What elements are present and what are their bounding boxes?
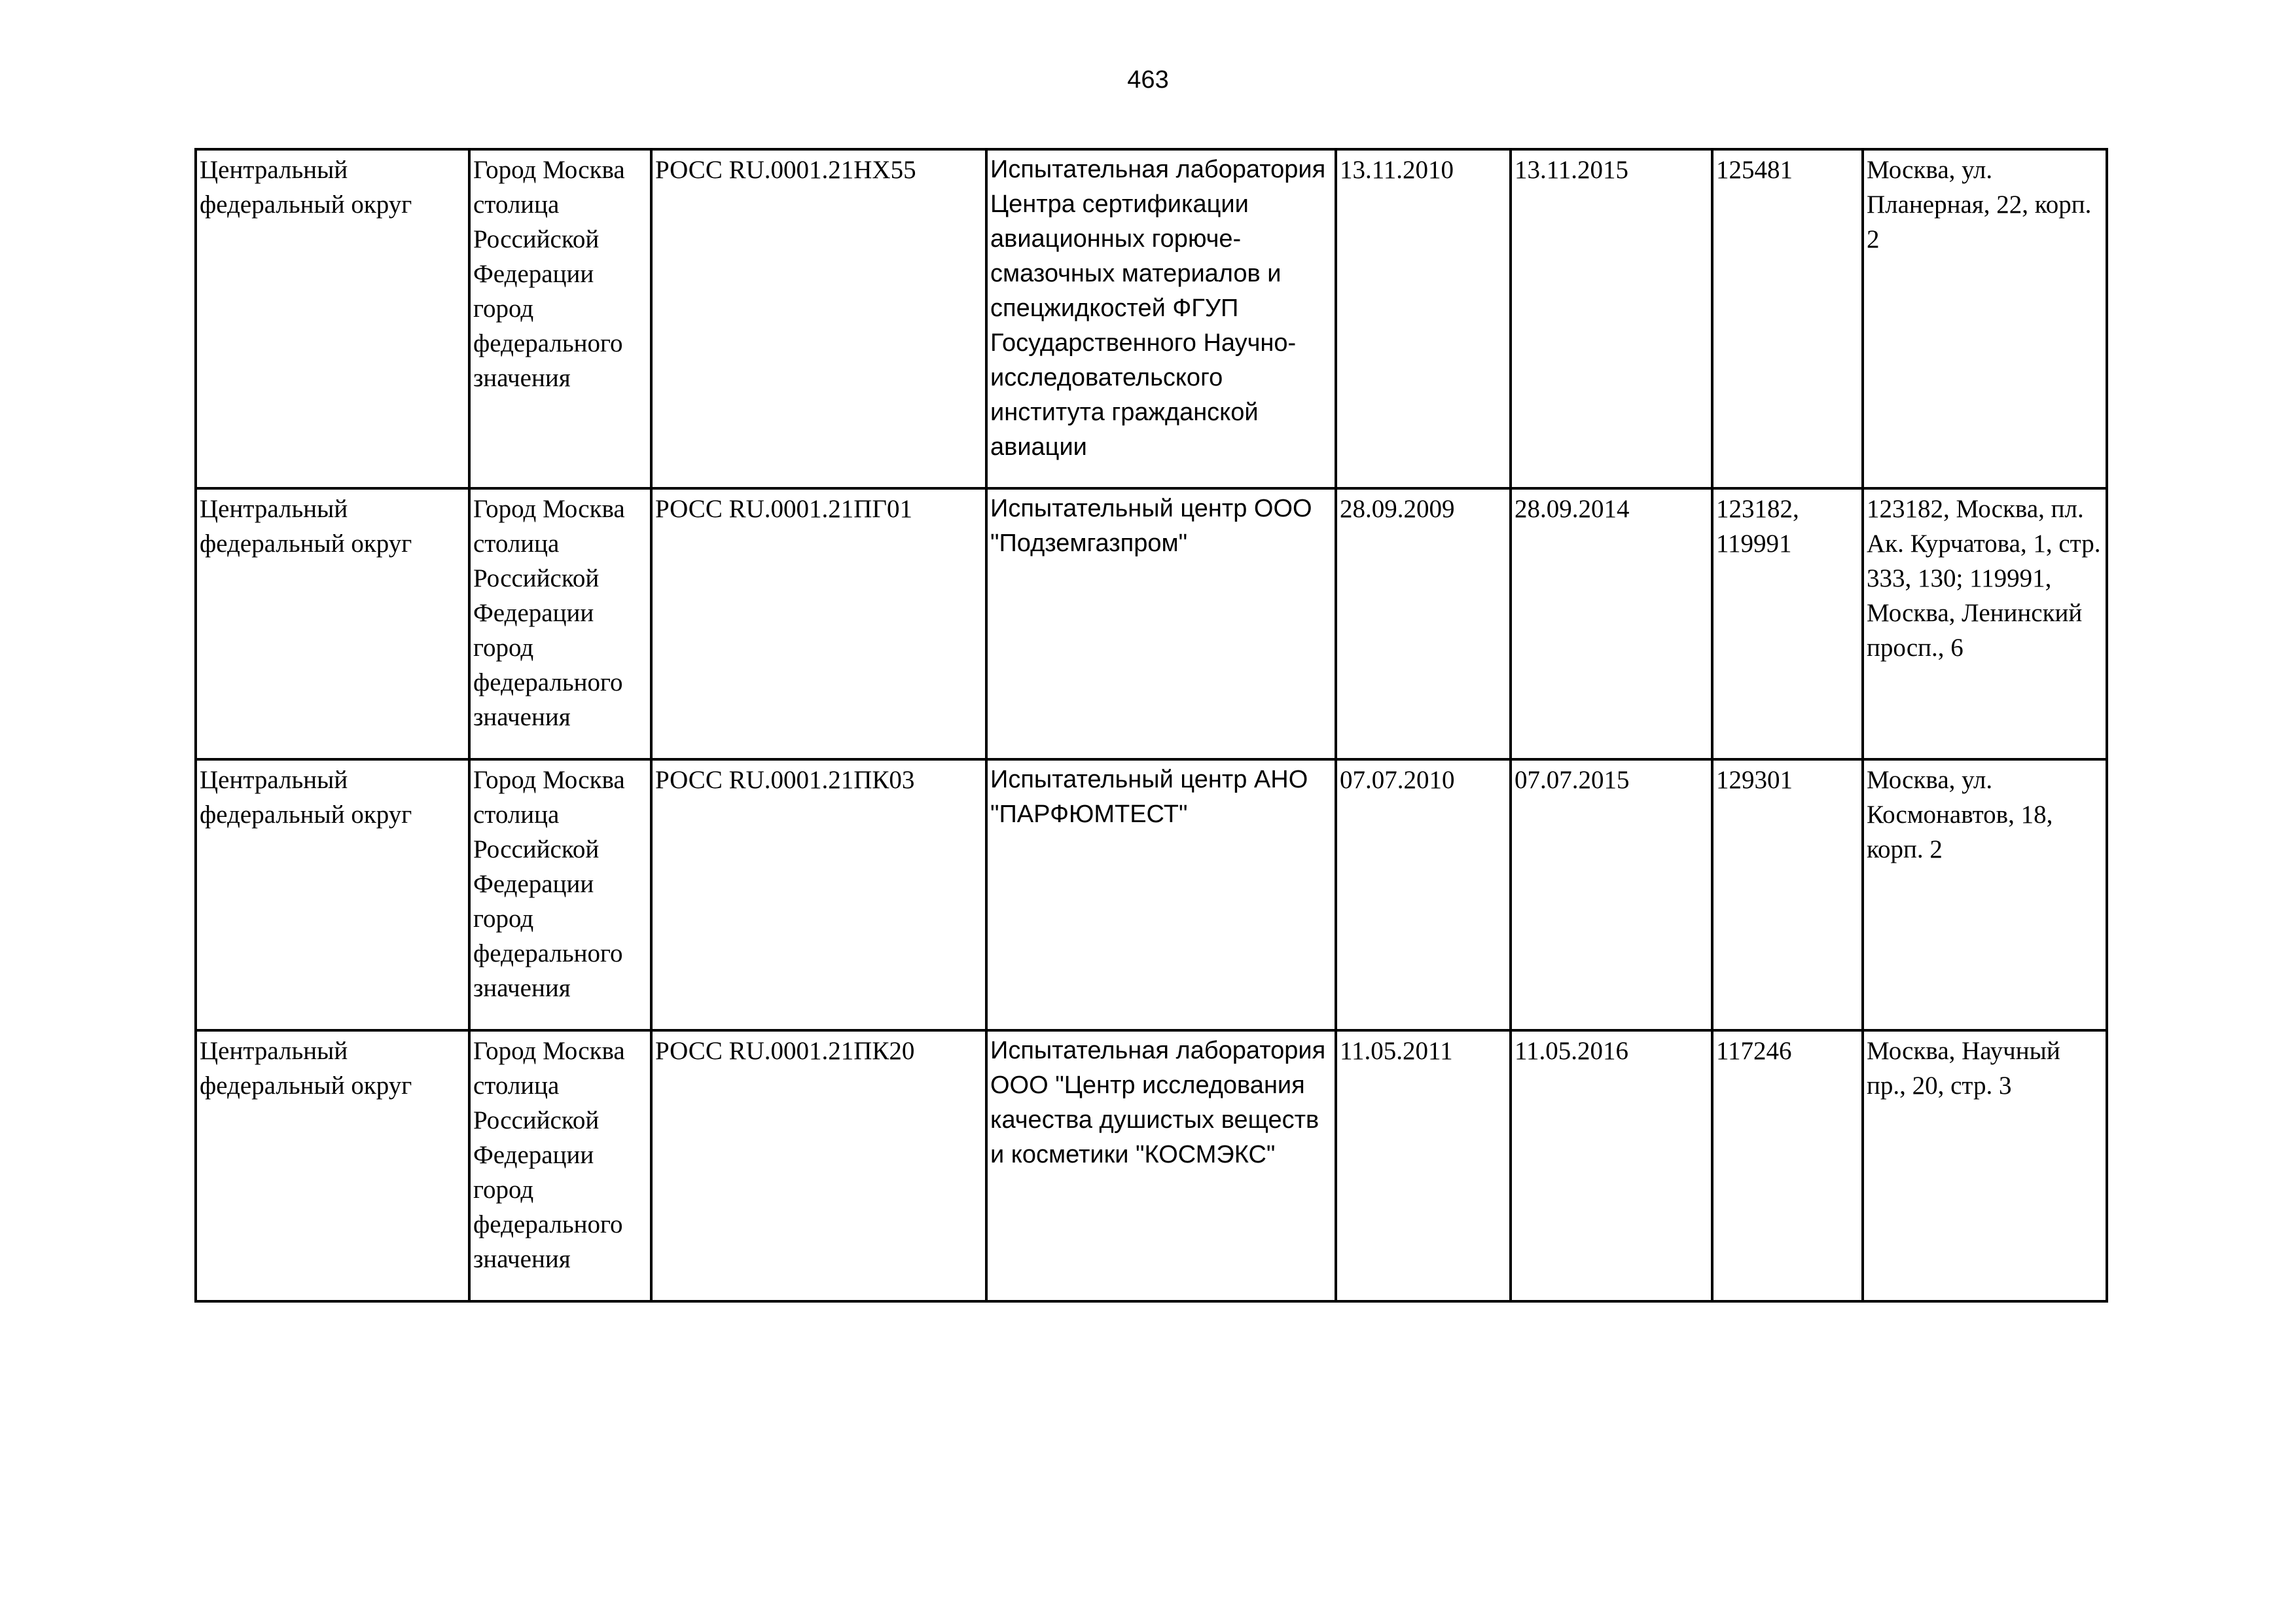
district-cell: Центральный федеральный округ — [196, 759, 469, 1030]
district-cell: Центральный федеральный округ — [196, 488, 469, 759]
organization-cell: Испытательная лаборатория ООО "Центр исследования качества душистых веществ и косметики "КОСМЭКС" — [986, 1030, 1336, 1301]
postcode-cell: 129301 — [1712, 759, 1863, 1030]
valid-from-cell: 13.11.2010 — [1336, 149, 1511, 488]
region-cell: Город Москва столица Российской Федерации город федерального значения — [469, 488, 651, 759]
table-row — [196, 488, 2107, 759]
valid-to-cell: 11.05.2016 — [1511, 1030, 1712, 1301]
region-cell: Город Москва столица Российской Федерации город федерального значения — [469, 1030, 651, 1301]
table-row — [196, 149, 2107, 488]
organization-cell: Испытательный центр АНО "ПАРФЮМТЕСТ" — [986, 759, 1336, 1030]
organization-cell: Испытательная лаборатория Центра сертификации авиационных горюче-смазочных материалов и спецжидкостей ФГУП Государственного Научно-исследовательского института гражданской авиации — [986, 149, 1336, 488]
district-cell: Центральный федеральный округ — [196, 1030, 469, 1301]
district-cell: Центральный федеральный округ — [196, 149, 469, 488]
accreditation-registry-table — [194, 148, 2108, 1303]
postcode-cell: 125481 — [1712, 149, 1863, 488]
page-number: 463 — [1127, 66, 1169, 94]
postcode-cell: 123182, 119991 — [1712, 488, 1863, 759]
valid-from-cell: 28.09.2009 — [1336, 488, 1511, 759]
valid-to-cell: 07.07.2015 — [1511, 759, 1712, 1030]
region-cell: Город Москва столица Российской Федерации город федерального значения — [469, 149, 651, 488]
accreditation-number-cell: РОСС RU.0001.21НХ55 — [651, 149, 986, 488]
table-row — [196, 759, 2107, 1030]
organization-cell: Испытательный центр ООО "Подземгазпром" — [986, 488, 1336, 759]
address-cell: 123182, Москва, пл. Ак. Курчатова, 1, стр. 333, 130; 119991, Москва, Ленинский просп., 6 — [1863, 488, 2107, 759]
table-row — [196, 1030, 2107, 1301]
address-cell: Москва, Научный пр., 20, стр. 3 — [1863, 1030, 2107, 1301]
valid-to-cell: 13.11.2015 — [1511, 149, 1712, 488]
address-cell: Москва, ул. Космонавтов, 18, корп. 2 — [1863, 759, 2107, 1030]
postcode-cell: 117246 — [1712, 1030, 1863, 1301]
region-cell: Город Москва столица Российской Федерации город федерального значения — [469, 759, 651, 1030]
accreditation-number-cell: РОСС RU.0001.21ПК03 — [651, 759, 986, 1030]
valid-from-cell: 11.05.2011 — [1336, 1030, 1511, 1301]
address-cell: Москва, ул. Планерная, 22, корп. 2 — [1863, 149, 2107, 488]
accreditation-number-cell: РОСС RU.0001.21ПГ01 — [651, 488, 986, 759]
accreditation-number-cell: РОСС RU.0001.21ПК20 — [651, 1030, 986, 1301]
valid-from-cell: 07.07.2010 — [1336, 759, 1511, 1030]
valid-to-cell: 28.09.2014 — [1511, 488, 1712, 759]
